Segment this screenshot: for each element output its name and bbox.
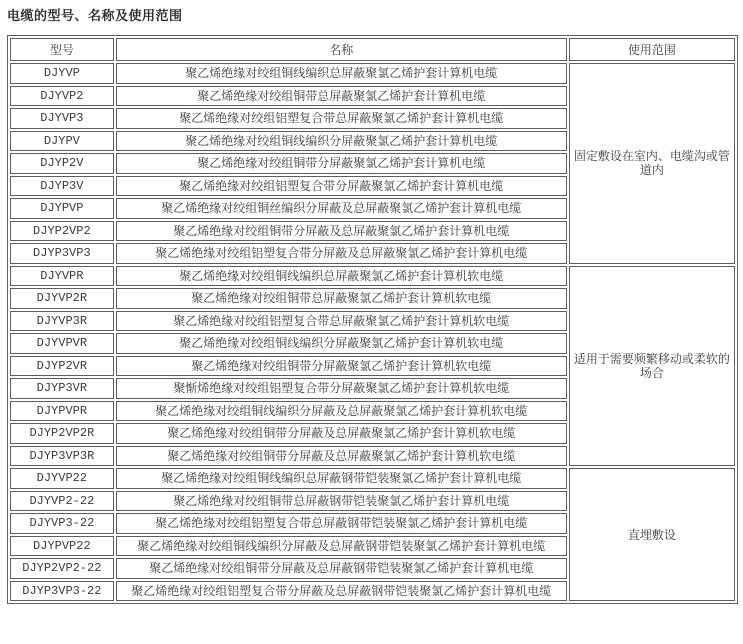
name-cell: 聚乙烯绝缘对绞组铜线编织分屏蔽聚氯乙烯护套计算机电缆 xyxy=(116,131,567,152)
model-cell: DJYP2VR xyxy=(10,356,114,377)
page-title: 电缆的型号、名称及使用范围 xyxy=(7,8,183,23)
name-cell: 聚乙烯绝缘对绞组铜线编织分屏蔽及总屏蔽聚氯乙烯护套计算机软电缆 xyxy=(116,401,567,422)
model-cell: DJYVP3 xyxy=(10,108,114,129)
model-cell: DJYPV xyxy=(10,131,114,152)
name-cell: 聚乙烯绝缘对绞组铜带分屏蔽及总屏蔽聚氯乙烯护套计算机软电缆 xyxy=(116,446,567,467)
name-cell: 聚乙烯绝缘对绞组铝塑复合带分屏蔽及总屏蔽钢带铠装聚氯乙烯护套计算机电缆 xyxy=(116,581,567,602)
model-cell: DJYP3VR xyxy=(10,378,114,399)
table-row xyxy=(10,468,735,489)
model-cell: DJYP3VP3 xyxy=(10,243,114,264)
table-body xyxy=(10,63,735,601)
header-name: 名称 xyxy=(116,38,567,61)
model-cell: DJYVP2 xyxy=(10,86,114,107)
name-cell: 聚乙烯绝缘对绞组铜线编织总屏蔽聚氯乙烯护套计算机软电缆 xyxy=(116,266,567,287)
name-cell: 聚乙烯绝缘对绞组铜线编织分屏蔽聚氯乙烯护套计算机软电缆 xyxy=(116,333,567,354)
model-cell: DJYVP2-22 xyxy=(10,491,114,512)
name-cell: 聚乙烯绝缘对绞组铜带总屏蔽聚氯乙烯护套计算机电缆 xyxy=(116,86,567,107)
name-cell: 聚乙烯绝缘对绞组铝塑复合带总屏蔽聚氯乙烯护套计算机电缆 xyxy=(116,108,567,129)
model-cell: DJYP2VP2R xyxy=(10,423,114,444)
model-cell: DJYVPR xyxy=(10,266,114,287)
model-cell: DJYPVP22 xyxy=(10,536,114,557)
name-cell: 聚乙烯绝缘对绞组铜带分屏蔽聚氯乙烯护套计算机软电缆 xyxy=(116,356,567,377)
name-cell: 聚乙烯绝缘对绞组铜线编织分屏蔽及总屏蔽钢带铠装聚氯乙烯护套计算机电缆 xyxy=(116,536,567,557)
name-cell: 聚乙烯绝缘对绞组铝塑复合带总屏蔽钢带铠装聚氯乙烯护套计算机电缆 xyxy=(116,513,567,534)
model-cell: DJYP2VP2 xyxy=(10,221,114,242)
model-cell: DJYP3VP3R xyxy=(10,446,114,467)
table-row xyxy=(10,63,735,84)
header-model: 型号 xyxy=(10,38,114,61)
model-cell: DJYP3V xyxy=(10,176,114,197)
name-cell: 聚乙烯绝缘对绞组铜带总屏蔽钢带铠装聚氯乙烯护套计算机电缆 xyxy=(116,491,567,512)
name-cell: 聚乙烯绝缘对绞组铝塑复合带分屏蔽及总屏蔽聚氯乙烯护套计算机电缆 xyxy=(116,243,567,264)
table-header-row xyxy=(10,38,735,61)
model-cell: DJYVP xyxy=(10,63,114,84)
name-cell: 聚乙烯绝缘对绞组铜带分屏蔽及总屏蔽聚氯乙烯护套计算机软电缆 xyxy=(116,423,567,444)
usage-cell: 适用于需要频繁移动或柔软的场合 xyxy=(569,266,735,467)
model-cell: DJYVP2R xyxy=(10,288,114,309)
model-cell: DJYVPVR xyxy=(10,333,114,354)
usage-cell: 直埋敷设 xyxy=(569,468,735,601)
name-cell: 聚乙烯绝缘对绞组铜线编织总屏蔽聚氯乙烯护套计算机电缆 xyxy=(116,63,567,84)
name-cell: 聚乙烯绝缘对绞组铜带分屏蔽及总屏蔽聚氯乙烯护套计算机电缆 xyxy=(116,221,567,242)
name-cell: 聚惭烯绝缘对绞组铝塑复合带分屏蔽聚氯乙烯护套计算机软电缆 xyxy=(116,378,567,399)
name-cell: 聚乙烯绝缘对绞组铝塑复合带分屏蔽聚氯乙烯护套计算机电缆 xyxy=(116,176,567,197)
model-cell: DJYVP3R xyxy=(10,311,114,332)
model-cell: DJYVP22 xyxy=(10,468,114,489)
table-row xyxy=(10,266,735,287)
model-cell: DJYP3VP3-22 xyxy=(10,581,114,602)
model-cell: DJYVP3-22 xyxy=(10,513,114,534)
model-cell: DJYPVP xyxy=(10,198,114,219)
usage-cell: 固定敷设在室内、电缆沟或管道内 xyxy=(569,63,735,264)
name-cell: 聚乙烯绝缘对绞组铝塑复合带总屏蔽聚氯乙烯护套计算机软电缆 xyxy=(116,311,567,332)
header-usage: 使用范围 xyxy=(569,38,735,61)
name-cell: 聚乙烯绝缘对绞组铜带分屏蔽及总屏蔽钢带铠装聚氯乙烯护套计算机电缆 xyxy=(116,558,567,579)
name-cell: 聚乙烯绝缘对绞组铜带分屏蔽聚氯乙烯护套计算机电缆 xyxy=(116,153,567,174)
model-cell: DJYP2VP2-22 xyxy=(10,558,114,579)
name-cell: 聚乙烯绝缘对绞组铜丝编织分屏蔽及总屏蔽聚氯乙烯护套计算机电缆 xyxy=(116,198,567,219)
name-cell: 聚乙烯绝缘对绞组铜带总屏蔽聚氯乙烯护套计算机软电缆 xyxy=(116,288,567,309)
model-cell: DJYP2V xyxy=(10,153,114,174)
cable-table xyxy=(7,35,738,604)
model-cell: DJYPVPR xyxy=(10,401,114,422)
name-cell: 聚乙烯绝缘对绞组铜线编织总屏蔽钢带铠装聚氯乙烯护套计算机电缆 xyxy=(116,468,567,489)
